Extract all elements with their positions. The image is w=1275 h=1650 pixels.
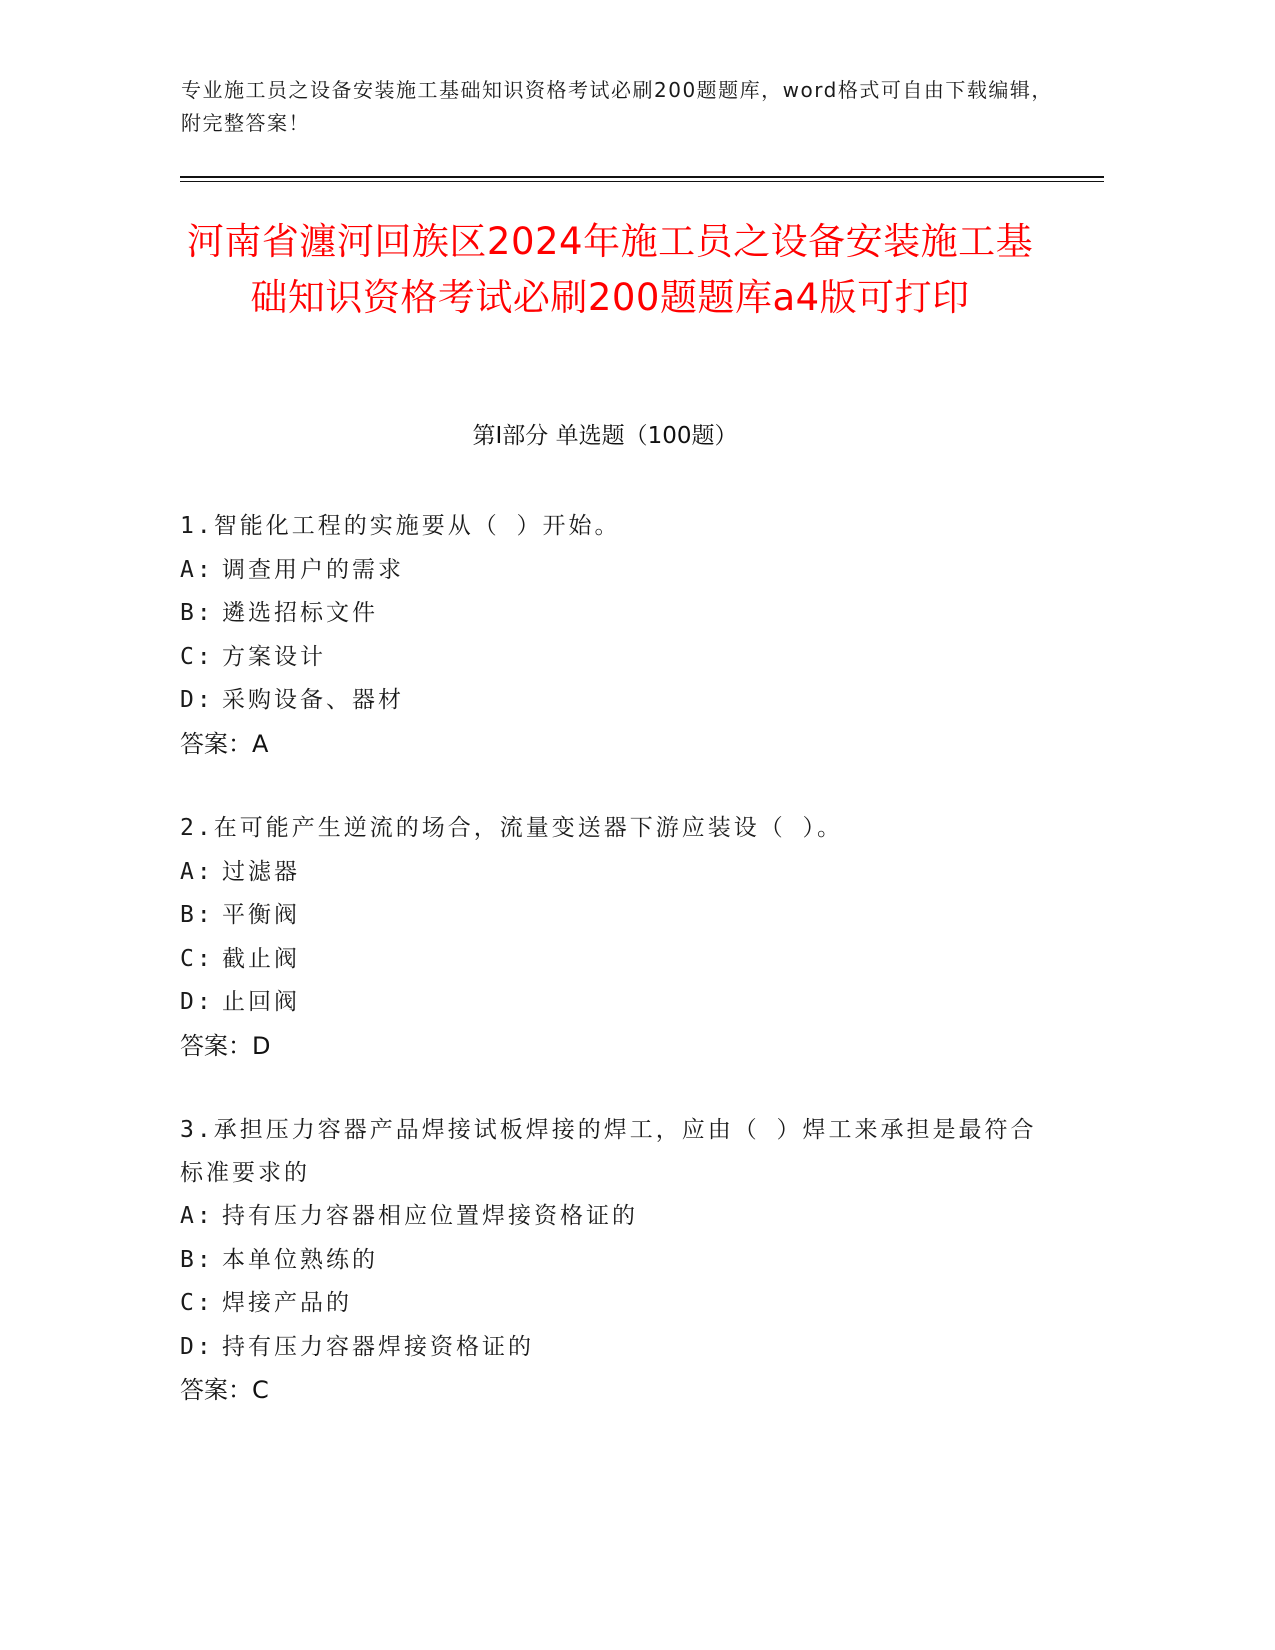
- option-text: 持有压力容器焊接资格证的: [222, 1333, 534, 1360]
- option-c: [180, 636, 1060, 680]
- question-stem: 2.在可能产生逆流的场合，流量变送器下游应装设（ ）。: [180, 815, 844, 841]
- option-key: B:: [180, 600, 214, 626]
- document-title: 河南省瀍河回族区2024年施工员之设备安装施工基础知识资格考试必刷200题题库a4版可打印: [186, 220, 1034, 319]
- question-stem: 3.承担压力容器产品焊接试板焊接的焊工，应由（ ）焊工来承担是最符合标准要求的: [180, 1117, 1037, 1186]
- option-text: 调查用户的需求: [222, 556, 404, 583]
- option-key: B:: [180, 902, 214, 928]
- answer-line: 答案：C: [180, 1376, 269, 1404]
- option-b: [180, 592, 1060, 636]
- question-1: [180, 505, 1060, 766]
- header-note: 专业施工员之设备安装施工基础知识资格考试必刷200题题库，word格式可自由下载编辑，附完整答案！: [181, 78, 1053, 135]
- question-list: [180, 505, 1060, 1454]
- option-b: [180, 894, 1060, 938]
- answer-line: 答案：A: [180, 729, 269, 758]
- option-text: 持有压力容器相应位置焊接资格证的: [222, 1203, 638, 1229]
- option-key: A:: [180, 1203, 214, 1229]
- option-key: C:: [180, 945, 214, 972]
- option-text: 焊接产品的: [222, 1290, 352, 1316]
- option-d: [180, 679, 1060, 723]
- option-text: 方案设计: [222, 643, 326, 670]
- question-2: [180, 807, 1060, 1068]
- header-rule-thin: [180, 181, 1104, 182]
- option-c: [180, 1282, 1060, 1326]
- option-a: [180, 1195, 1060, 1239]
- option-text: 过滤器: [222, 858, 300, 885]
- option-a: [180, 851, 1060, 895]
- option-text: 本单位熟练的: [222, 1246, 378, 1273]
- option-d: [180, 981, 1060, 1025]
- option-text: 止回阀: [222, 989, 300, 1015]
- option-d: [180, 1326, 1060, 1370]
- option-key: D:: [180, 687, 214, 713]
- option-key: C:: [180, 643, 214, 670]
- option-text: 采购设备、器材: [222, 687, 404, 713]
- answer-line: 答案：D: [180, 1031, 271, 1060]
- option-a: [180, 549, 1060, 593]
- question-stem: 1.智能化工程的实施要从（ ）开始。: [180, 513, 621, 539]
- option-key: D:: [180, 1333, 214, 1360]
- option-key: D:: [180, 989, 214, 1015]
- option-key: C:: [180, 1290, 214, 1316]
- section-title: 第Ⅰ部分 单选题（100题）: [472, 423, 738, 449]
- option-key: A:: [180, 556, 214, 583]
- option-text: 遴选招标文件: [222, 600, 378, 626]
- option-key: A:: [180, 858, 214, 885]
- question-3: [180, 1109, 1060, 1413]
- option-b: [180, 1239, 1060, 1283]
- option-text: 平衡阀: [222, 902, 300, 928]
- option-key: B:: [180, 1246, 214, 1273]
- header-rule-thick: [180, 176, 1104, 178]
- option-c: [180, 938, 1060, 982]
- option-text: 截止阀: [222, 945, 300, 972]
